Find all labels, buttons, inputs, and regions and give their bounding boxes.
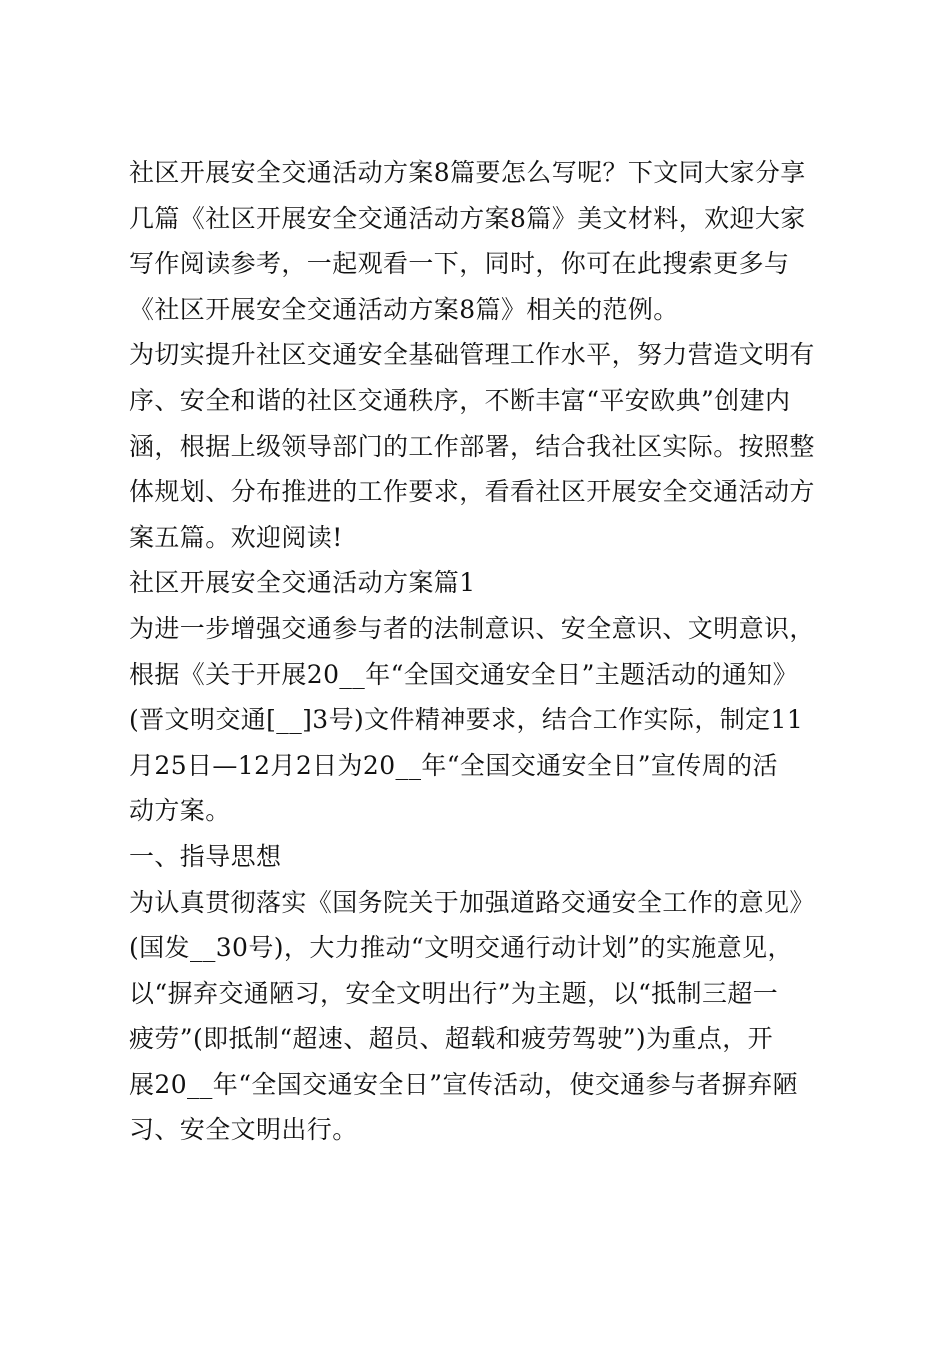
text-line: 序、安全和谐的社区交通秩序，不断丰富“平安欧典”创建内 [129, 385, 791, 415]
text-line: 展20__年“全国交通安全日”宣传活动，使交通参与者摒弃陋 [129, 1069, 798, 1099]
text-line: 几篇《社区开展安全交通活动方案8篇》美文材料，欢迎大家 [129, 203, 806, 233]
text-line: 体规划、分布推进的工作要求，看看社区开展安全交通活动方 [129, 477, 815, 507]
text-line: 写作阅读参考，一起观看一下，同时，你可在此搜索更多与 [129, 249, 790, 279]
text-line: 为进一步增强交通参与者的法制意识、安全意识、文明意识， [129, 613, 815, 643]
subsection-heading: 一、指导思想 [129, 841, 282, 871]
text-line: 《社区开展安全交通活动方案8篇》相关的范例。 [129, 294, 679, 324]
text-line: 社区开展安全交通活动方案8篇要怎么写呢？下文同大家分享 [129, 158, 806, 187]
text-line: (国发__30号)，大力推动“文明交通行动计划”的实施意见， [129, 933, 793, 963]
text-line: 以“摒弃交通陋习，安全文明出行”为主题，以“抵制三超一 [129, 978, 779, 1008]
text-line: 案五篇。欢迎阅读! [129, 522, 343, 552]
text-line: 根据《关于开展20__年“全国交通安全日”主题活动的通知》 [129, 659, 798, 689]
text-line: 疲劳”(即抵制“超速、超员、超载和疲劳驾驶”)为重点，开 [129, 1024, 774, 1054]
text-line: 为切实提升社区交通安全基础管理工作水平，努力营造文明有 [129, 340, 815, 370]
text-line: (晋文明交通[__]3号)文件精神要求，结合工作实际，制定11 [129, 705, 804, 735]
text-line: 月25日—12月2日为20__年“全国交通安全日”宣传周的活 [129, 750, 778, 780]
text-line: 为认真贯彻落实《国务院关于加强道路交通安全工作的意见》 [129, 887, 815, 917]
text-line: 动方案。 [129, 796, 231, 826]
document-body [129, 150, 829, 1153]
text-line: 习、安全文明出行。 [129, 1115, 358, 1145]
section-heading: 社区开展安全交通活动方案篇1 [129, 568, 476, 598]
text-line: 涵，根据上级领导部门的工作部署，结合我社区实际。按照整 [129, 431, 815, 461]
